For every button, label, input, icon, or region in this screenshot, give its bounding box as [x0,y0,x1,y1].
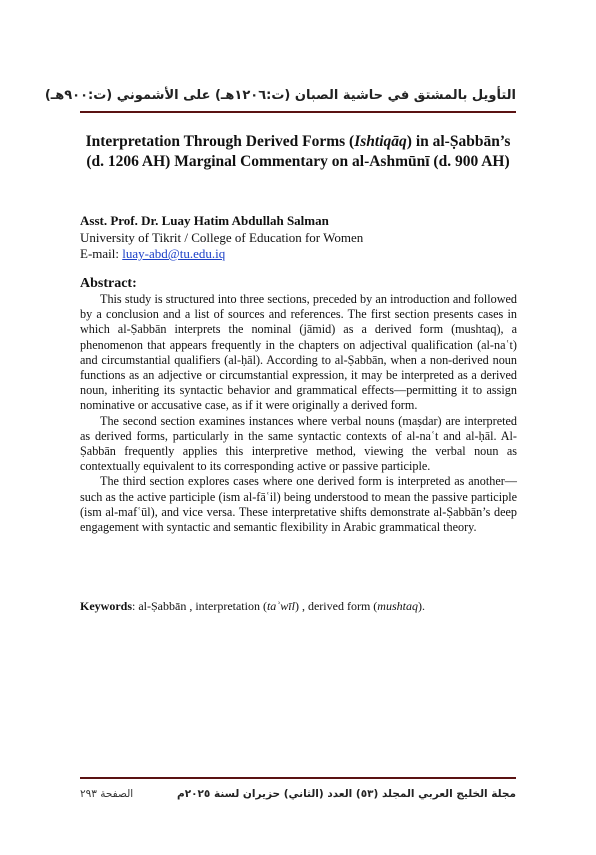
email-link[interactable]: luay-abd@tu.edu.iq [122,246,226,261]
abstract-paragraph-2: The second section examines instances where verbal nouns (maṣdar) are interpreted as derived forms, particularly in the same syntactic contexts of al-naʿt and al-ḥāl. Al-Ṣabbān frequently applies this interpretive method, viewing the verbal noun as contextually equivalent to its corresponding active or passive participle. [80,413,517,474]
keyword-2: ) , derived form ( [294,599,378,613]
running-header: التأويل بالمشتق في حاشية الصبان (ت:١٢٠٦هـ) على الأشموني (ت:٩٠٠هـ) [44,88,516,103]
email-label: E-mail: [80,246,123,261]
keyword-3: ). [417,599,425,613]
author-name: Asst. Prof. Dr. Luay Hatim Abdullah Salman [80,213,329,228]
title-line1-italic: Ishtiqāq [354,133,407,150]
author-email-line [80,246,520,263]
footer-rule [80,777,516,779]
keywords-label: Keywords [80,599,132,613]
paper-title [70,132,526,172]
title-line1-suffix: ) in al-Ṣabbān’s [406,133,511,150]
footer-journal-info: مجلة الخليج العربي المجلد (٥٣) العدد (الثاني) حزيران لسنة ٢٠٢٥م [177,788,516,800]
author-affiliation: University of Tikrit / College of Education for Women [80,229,364,245]
footer-page-number: الصفحة ٢٩٣ [80,788,134,800]
keyword-1: al-Ṣabbān , interpretation ( [138,599,267,613]
keyword-2-italic: mushtaq [377,599,418,613]
header-rule [80,111,516,113]
keywords-sep: : [132,599,139,613]
abstract-paragraph-3: The third section explores cases where one derived form is interpreted as another—such as the active participle (ism al-fāʿil) being understood to mean the passive participle (ism al-mafʿūl), and vice versa. These interpretative shifts demonstrate al-Ṣabbān’s deep engagement with syntactic and semantic flexibility in Arabic grammatical theory. [80,474,517,535]
title-line2: (d. 1206 AH) Marginal Commentary on al-Ashmūnī (d. 900 AH) [86,153,510,170]
title-line1-prefix: Interpretation Through Derived Forms ( [85,133,355,150]
keyword-1-italic: taʾwīl [266,599,295,613]
abstract-heading: Abstract: [80,276,137,291]
keywords-line [80,599,517,614]
abstract-body [80,292,517,535]
abstract-paragraph-1: This study is structured into three sections, preceded by an introduction and followed by a conclusion and a list of sources and references. The first section presents cases in which al-Ṣabbān interprets the nominal (jāmid) as a derived form (mushtaq), a phenomenon that appears frequently in the chapters on adjectival qualification (al-naʿt) and circumstantial qualifiers (al-ḥāl). According to al-Ṣabbān, when a non-derived noun functions as an adjective or circumstantial expression, it may be interpreted as a derived noun, inheriting its syntactic behavior and grammatical effects—permitting it to assign nominative or accusative case, as if it were originally a derived form. [80,292,517,413]
author-block [80,213,520,263]
